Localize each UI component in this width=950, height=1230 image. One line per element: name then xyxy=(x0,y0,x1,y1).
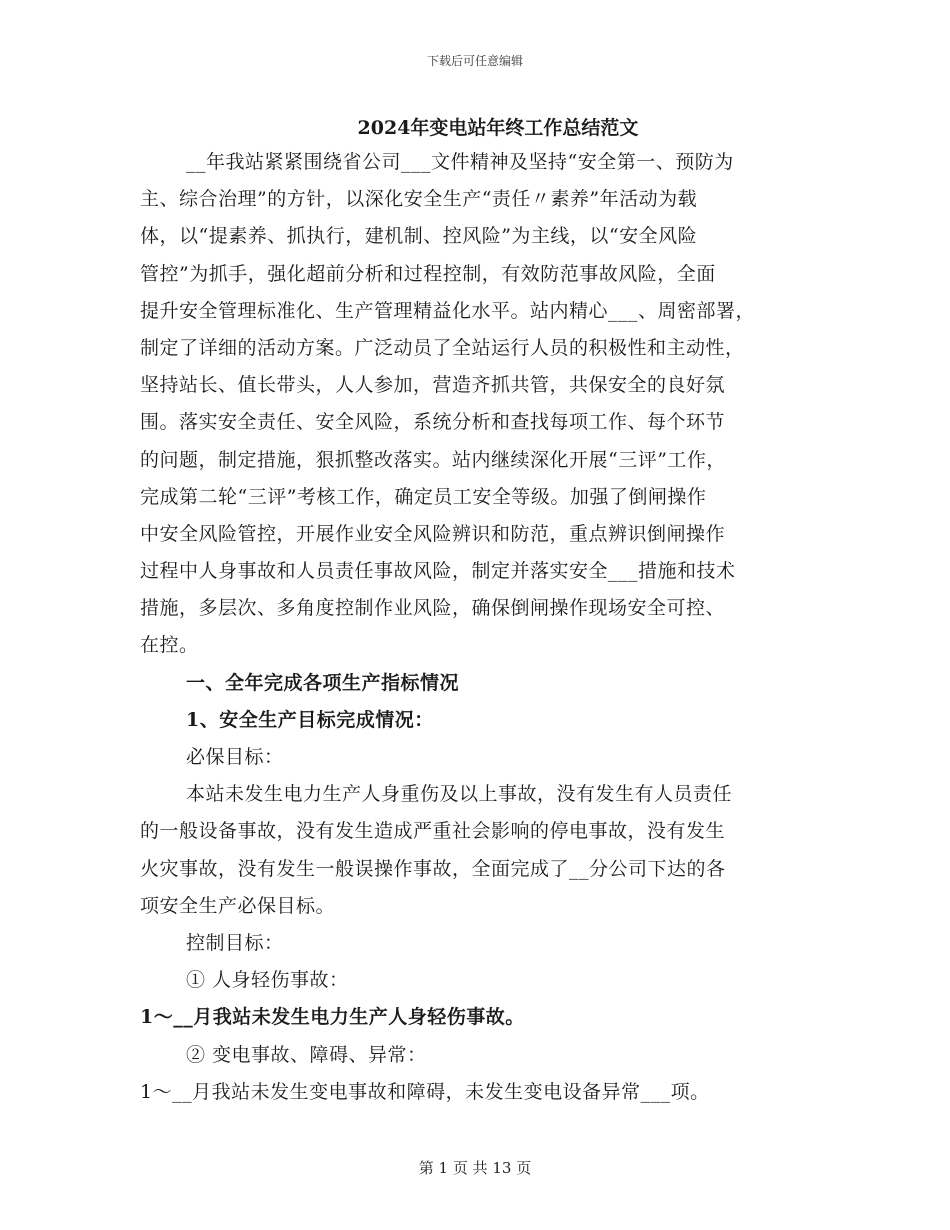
paragraph-line: 措施，多层次、多角度控制作业风险，确保倒闸操作现场安全可控、 xyxy=(140,597,726,620)
must-goal-label: 必保目标： xyxy=(186,746,284,768)
paragraph-line: 完成第二轮“三评”考核工作，确定员工安全等级。加强了倒闸操作 xyxy=(140,485,707,508)
intro-paragraph xyxy=(140,144,820,665)
paragraph-line: 的一般设备事故，没有发生造成严重社会影响的停电事故，没有发生 xyxy=(140,820,726,843)
page-header-note: 下载后可任意编辑 xyxy=(426,54,523,68)
item-2-text: 1～__月我站未发生变电事故和障碍，未发生变电设备异常___项。 xyxy=(140,1080,710,1103)
paragraph-line: 过程中人身事故和人员责任事故风险，制定并落实安全___措施和技术 xyxy=(140,560,736,583)
paragraph-line: __年我站紧紧围绕省公司___文件精神及坚持“安全第一、预防为 xyxy=(186,151,734,173)
paragraph-line: 本站未发生电力生产人身重伤及以上事故，没有发生有人员责任 xyxy=(186,783,733,806)
section-heading: 一、全年完成各项生产指标情况 xyxy=(186,671,460,694)
paragraph-line: 提升安全管理标准化、生产管理精益化水平。站内精心___、周密部署， xyxy=(140,299,756,322)
document-title: 2024年变电站年终工作总结范文 xyxy=(357,117,639,139)
paragraph-line: 制定了详细的活动方案。广泛动员了全站运行人员的积极性和主动性， xyxy=(140,336,745,359)
paragraph-line: 项安全生产必保目标。 xyxy=(140,894,336,917)
subsection-heading: 1、安全生产目标完成情况： xyxy=(186,708,434,731)
item-2-label: ② 变电事故、障碍、异常： xyxy=(186,1043,427,1066)
paragraph-line: 在控。 xyxy=(140,634,199,657)
paragraph-line: 围。落实安全责任、安全风险，系统分析和查找每项工作、每个环节 xyxy=(140,411,726,434)
document-body xyxy=(140,112,820,1111)
paragraph-line: 中安全风险管控，开展作业安全风险辨识和防范，重点辨识倒闸操作 xyxy=(140,522,726,545)
item-1-label: ① 人身轻伤事故： xyxy=(186,969,349,992)
paragraph-line: 主、综合治理”的方针，以深化安全生产“责任〃素养”年活动为载 xyxy=(140,188,698,211)
must-goal-paragraph xyxy=(140,776,820,925)
paragraph-line: 火灾事故，没有发生一般误操作事故，全面完成了__分公司下达的各 xyxy=(140,857,726,880)
paragraph-line: 坚持站长、值长带头，人人参加，营造齐抓共管，共保安全的良好氛 xyxy=(140,374,726,397)
paragraph-line: 体，以“提素养、抓执行，建机制、控风险”为主线，以“安全风险 xyxy=(140,225,698,248)
paragraph-line: 的问题，制定措施，狠抓整改落实。站内继续深化开展“三评”工作， xyxy=(140,448,726,471)
paragraph-line: 管控”为抓手，强化超前分析和过程控制，有效防范事故风险，全面 xyxy=(140,262,716,285)
page-number: 第 1 页 共 13 页 xyxy=(418,1159,532,1177)
item-1-text: 1～__月我站未发生电力生产人身轻伤事故。 xyxy=(140,1006,525,1029)
control-goal-label: 控制目标： xyxy=(186,931,284,954)
